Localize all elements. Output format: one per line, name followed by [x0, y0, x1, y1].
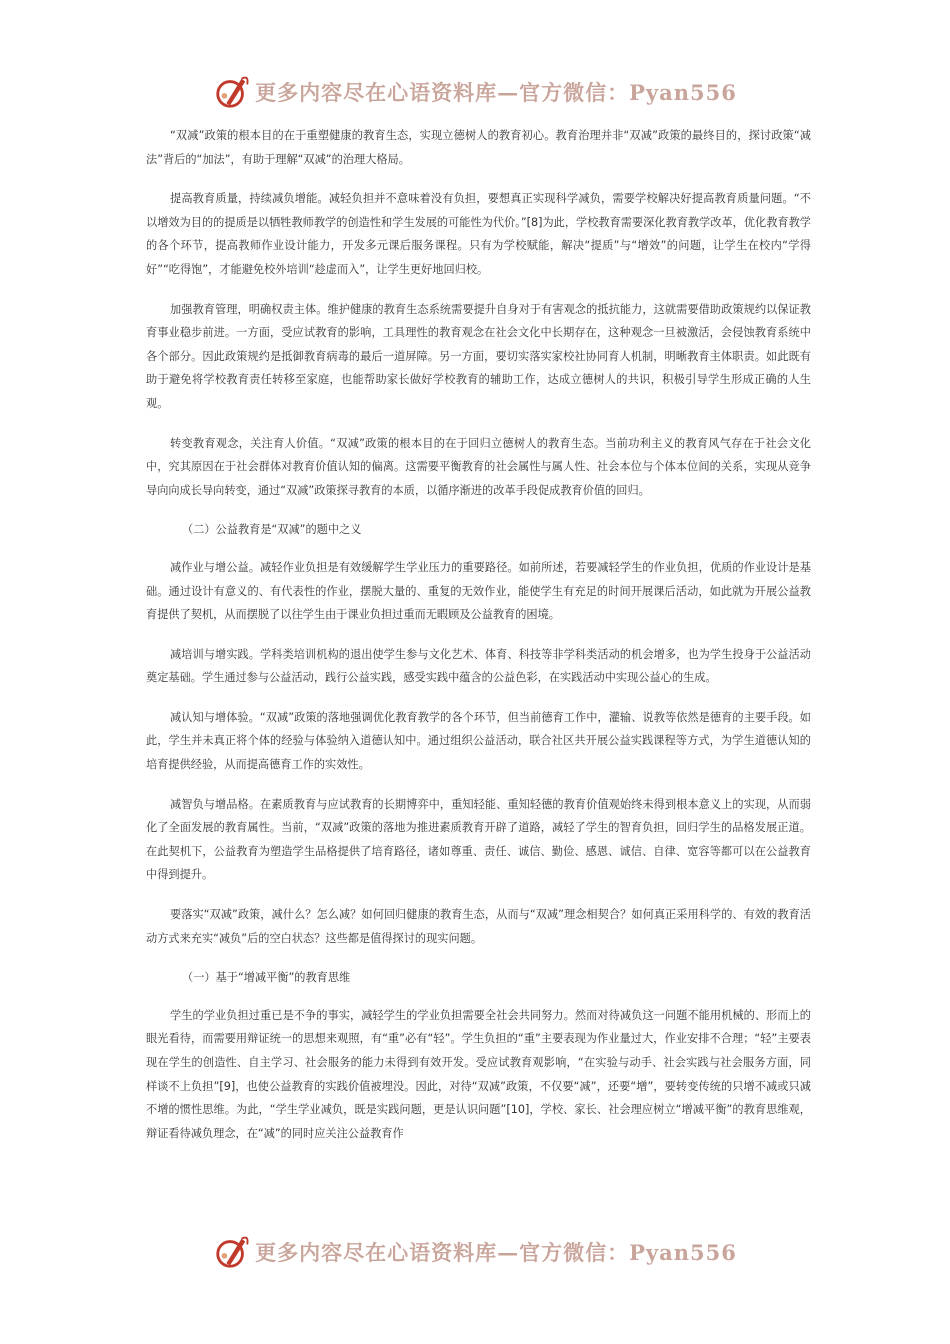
- paragraph: 要落实“双减”政策，减什么？怎么减？如何回归健康的教育生态，从而与“双减”理念相契合？如何真正采用科学的、有效的教育活动方式来充实“减负”后的空白状态？这些都是值得探讨的现实问题。: [146, 908, 811, 945]
- section-heading: （一）基于“增减平衡”的教育思维: [182, 971, 351, 985]
- paragraph: 减认知与增体验。“双减”政策的落地强调优化教育教学的各个环节，但当前德育工作中，灌输、说教等依然是德育的主要手段。如此，学生并未真正将个体的经验与体验纳入道德认知中。通过组织公益活动，联合社区共开展公益实践课程等方式，为学生道德认知的培育提供经验，从而提高德育工作的实效性。: [146, 710, 811, 772]
- paragraph: 提高教育质量，持续减负增能。减轻负担并不意味着没有负担，要想真正实现科学减负，需要学校解决好提高教育质量问题。“不以增效为目的的提质是以牺牲教师教学的创造性和学生发展的可能性为代价。”[8]为此，学校教育需要深化教育教学改革，优化教育教学的各个环节，提高教师作业设计能力，开发多元课后服务课程。只有为学校赋能，解决“提质”与“增效”的问题，让学生在校内“学得好”“吃得饱”，才能避免校外培训“趁虚而入”，让学生更好地回归校。: [146, 192, 811, 276]
- paragraph: 学生的学业负担过重已是不争的事实，减轻学生的学业负担需要全社会共同努力。然而对待减负这一问题不能用机械的、形而上的眼光看待，而需要用辩证统一的思想来观照，有“重”必有“轻”。学生负担的“重”主要表现为作业量过大，作业安排不合理；“轻”主要表现在学生的创造性、自主学习、社会服务的能力未得到有效开发。受应试教育观影响，“在实验与动手、社会实践与社会服务方面，同样谈不上负担”[9]，也使公益教育的实践价值被埋没。因此，对待“双减”政策，不仅要“减”，还要“增”，要转变传统的只增不减或只减不增的惯性思维。为此，“学生学业减负，既是实践问题，更是认识问题”[10]，学校、家长、社会理应树立“增减平衡”的教育思维观，辩证看待减负理念，在“减”的同时应关注公益教育作: [146, 1008, 811, 1140]
- footer-banner: [0, 1232, 950, 1272]
- paragraph: 减作业与增公益。减轻作业负担是有效缓解学生学业压力的重要路径。如前所述，若要减轻学生的作业负担，优质的作业设计是基础。通过设计有意义的、有代表性的作业，摆脱大量的、重复的无效作业，能使学生有充足的时间开展课后活动，如此就为开展公益教育提供了契机，从而摆脱了以往学生由于课业负担过重而无暇顾及公益教育的困境。: [146, 560, 811, 622]
- header-banner-text: 更多内容尽在心语资料库—官方微信：Pyan556: [255, 80, 737, 105]
- quill-logo-icon: [213, 1233, 251, 1271]
- article-body: [146, 124, 811, 1161]
- paragraph: 减培训与增实践。学科类培训机构的退出使学生参与文化艺术、体育、科技等非学科类活动的机会增多，也为学生投身于公益活动奠定基础。学生通过参与公益活动，践行公益实践，感受实践中蕴含的公益色彩，在实践活动中实现公益心的生成。: [146, 647, 811, 685]
- paragraph: 加强教育管理，明确权责主体。维护健康的教育生态系统需要提升自身对于有害观念的抵抗能力，这就需要借助政策规约以保证教育事业稳步前进。一方面，受应试教育的影响，工具理性的教育观念在社会文化中长期存在，这种观念一旦被激活，会侵蚀教育系统中各个部分。因此政策规约是抵御教育病毒的最后一道屏障。另一方面，要切实落实家校社协同育人机制，明晰教育主体职责。如此既有助于避免将学校教育责任转移至家庭，也能帮助家长做好学校教育的辅助工作，达成立德树人的共识，积极引导学生形成正确的人生观。: [146, 302, 811, 410]
- paragraph: “双减”政策的根本目的在于重塑健康的教育生态，实现立德树人的教育初心。教育治理并非“双减”政策的最终目的，探讨政策“减法”背后的“加法”，有助于理解“双减”的治理大格局。: [146, 129, 811, 166]
- quill-logo-icon: [213, 73, 251, 111]
- footer-banner-text: 更多内容尽在心语资料库—官方微信：Pyan556: [255, 1240, 737, 1265]
- header-banner: [0, 72, 950, 112]
- paragraph: 转变教育观念，关注育人价值。“双减”政策的根本目的在于回归立德树人的教育生态。当前功利主义的教育风气存在于社会文化中，究其原因在于社会群体对教育价值认知的偏离。这需要平衡教育的社会属性与属人性、社会本位与个体本位间的关系，实现从竞争导向向成长导向转变，通过“双减”政策探寻教育的本质，以循序渐进的改革手段促成教育价值的回归。: [146, 436, 811, 497]
- section-heading: （二）公益教育是“双减”的题中之义: [182, 523, 362, 537]
- paragraph: 减智负与增品格。在素质教育与应试教育的长期博弈中，重知轻能、重知轻德的教育价值观始终未得到根本意义上的实现，从而弱化了全面发展的教育属性。当前，“双减”政策的落地为推进素质教育开辟了道路，减轻了学生的智育负担，回归学生的品格发展正道。在此契机下，公益教育为塑造学生品格提供了培育路径，诸如尊重、责任、诚信、勤俭、感恩、诚信、自律、宽容等都可以在公益教育中得到提升。: [146, 797, 811, 882]
